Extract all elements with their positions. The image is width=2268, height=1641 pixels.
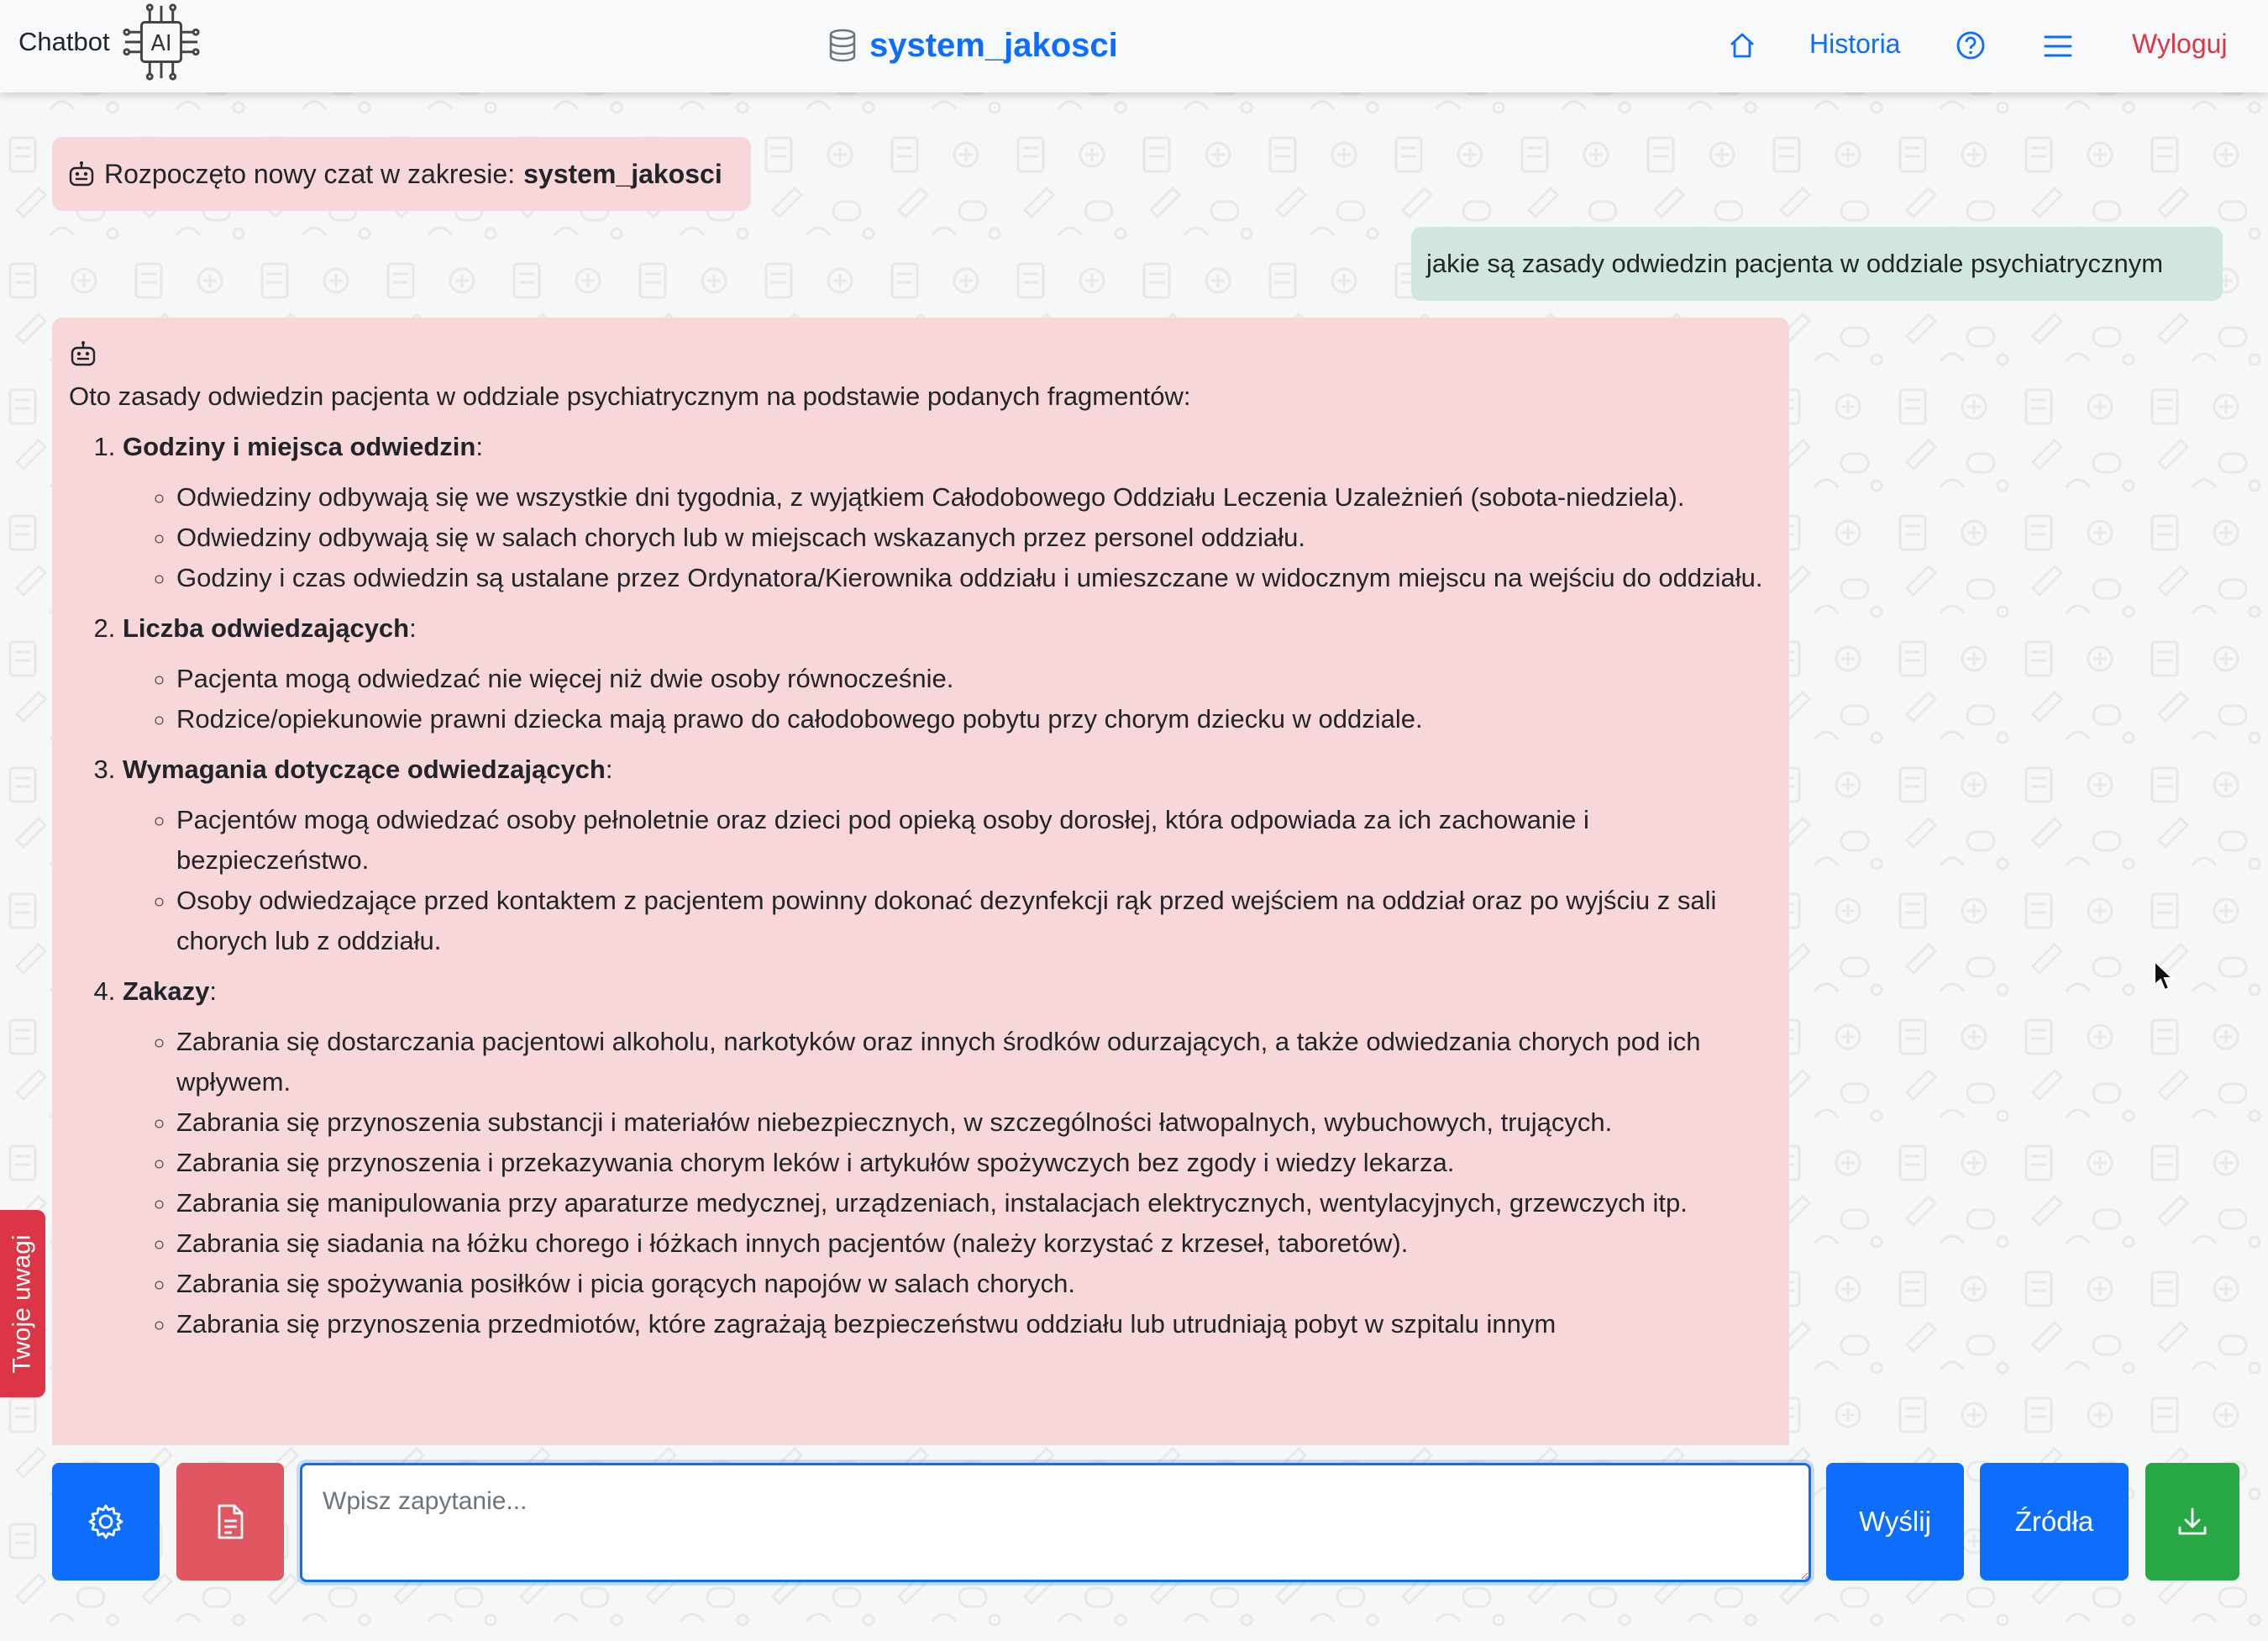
section-points (123, 800, 1772, 961)
brand-logo-text: AI (150, 30, 172, 56)
settings-button[interactable] (52, 1463, 160, 1581)
chat-start-scope: system_jakosci (523, 158, 722, 189)
section-points (123, 1022, 1772, 1344)
robot-icon (67, 160, 96, 188)
list-item: ◦ Odwiedziny odbywają się we wszystkie dni tygodnia, z wyjątkiem Całodobowego Oddziału Leczenia Uzależnień (sobota-niedziela). (176, 477, 1772, 518)
bot-answer-message (52, 318, 1789, 1445)
menu-icon[interactable] (2043, 30, 2073, 60)
section-title: Liczba odwiedzających (123, 613, 410, 643)
list-item: ◦ Zabrania się dostarczania pacjentowi alkoholu, narkotyków oraz innych środków odurzających, a także odwiedzania chorych pod ich wpływem. (176, 1022, 1772, 1102)
ai-chip-logo-icon (120, 1, 202, 83)
list-item: ◦ Zabrania się przynoszenia substancji i materiałów niebezpiecznych, w szczególności łatwopalnych, wybuchowych, trujących. (176, 1102, 1772, 1143)
section-title: Godziny i miejsca odwiedzin (123, 432, 476, 461)
database-icon (827, 29, 858, 62)
chat-start-message (52, 137, 751, 211)
list-item: ◦ Pacjenta mogą odwiedzać nie więcej niż dwie osoby równocześnie. (176, 659, 1772, 699)
history-link[interactable]: Historia (1809, 29, 1901, 59)
mouse-pointer-icon (2153, 960, 2175, 993)
home-icon[interactable] (1727, 30, 1757, 60)
section-points (123, 659, 1772, 739)
list-item: ◦ Zabrania się spożywania posiłków i picia gorących napojów w salach chorych. (176, 1264, 1772, 1304)
robot-icon (69, 339, 97, 368)
help-icon[interactable] (1956, 30, 1986, 60)
answer-intro: Oto zasady odwiedzin pacjenta w oddziale psychiatrycznym na podstawie podanych fragmentów: (69, 381, 1191, 411)
chat-area[interactable] (0, 92, 2268, 1445)
answer-section: 3. Wymagania dotyczące odwiedzających: ◦ Pacjentów mogą odwiedzać osoby pełnoletnie oraz dzieci pod opieką osoby dorosłej, która odpowiada za ich zachowanie i bezpieczeństwo. ◦ Osoby odwiedzające przed kontaktem z pacjentem powinny dokonać dezynfekcji rąk przed wejściem na oddział oraz po wyjściu z sali chorych lub z oddziału. (123, 749, 1772, 961)
navbar (0, 0, 2268, 92)
user-message-text: jakie są zasady odwiedzin pacjenta w oddziale psychiatrycznym (1426, 249, 2164, 278)
list-item: ◦ Odwiedziny odbywają się w salach chorych lub w miejscach wskazanych przez personel oddziału. (176, 518, 1772, 558)
send-button[interactable]: Wyślij (1826, 1463, 1964, 1581)
download-icon (2173, 1502, 2212, 1541)
download-button[interactable] (2145, 1463, 2239, 1581)
input-bar (0, 1445, 2268, 1641)
context-indicator (827, 22, 1118, 69)
list-item: ◦ Osoby odwiedzające przed kontaktem z pacjentem powinny dokonać dezynfekcji rąk przed wejściem na oddział oraz po wyjściu z sali chorych lub z oddziału. (176, 881, 1772, 961)
gear-icon (87, 1502, 125, 1541)
list-item: ◦ Rodzice/opiekunowie prawni dziecka mają prawo do całodobowego pobytu przy chorym dziecku w oddziale. (176, 699, 1772, 739)
list-item: ◦ Godziny i czas odwiedzin są ustalane przez Ordynatora/Kierownika oddziału i umieszczane w widocznym miejscu na wejściu do oddziału. (176, 558, 1772, 598)
feedback-tab[interactable] (0, 1210, 45, 1397)
logout-link[interactable]: Wyloguj (2132, 29, 2228, 59)
section-title: Zakazy (123, 976, 210, 1006)
list-item: ◦ Zabrania się siadania na łóżku chorego i łóżkach innych pacjentów (należy korzystać z krzeseł, taboretów). (176, 1223, 1772, 1264)
answer-section: 4. Zakazy: ◦ Zabrania się dostarczania pacjentowi alkoholu, narkotyków oraz innych środków odurzających, a także odwiedzania chorych pod ich wpływem. ◦ Zabrania się przynoszenia substancji i materiałów niebezpiecznych, w szczególności łatwopalnych, wybuchowych, trujących. ◦ Zabrania się przynoszenia i przekazywania chorym leków i artykułów spożywczych bez zgody i wiedzy lekarza. ◦ Zabrania się manipulowania przy aparaturze medycznej, urządzeniach, instalacjach elektrycznych, wentylacyjnych, grzewczych itp. ◦ Zabrania się siadania na łóżku chorego i łóżkach innych pacjentów (należy korzystać z krzeseł, taboretów). ◦ Zabrania się spożywania posiłków i picia gorących napojów w salach chorych. ◦ Zabrania się przynoszenia przedmiotów, które zagrażają bezpieczeństwu oddziału lub utrudniają pobyt w szpitalu innym (123, 971, 1772, 1344)
answer-section: 1. Godziny i miejsca odwiedzin: ◦ Odwiedziny odbywają się we wszystkie dni tygodnia, z wyjątkiem Całodobowego Oddziału Leczenia Uzależnień (sobota-niedziela). ◦ Odwiedziny odbywają się w salach chorych lub w miejscach wskazanych przez personel oddziału. ◦ Godziny i czas odwiedzin są ustalane przez Ordynatora/Kierownika oddziału i umieszczane w widocznym miejscu na wejściu do oddziału. (123, 427, 1772, 598)
answer-section: 2. Liczba odwiedzających: ◦ Pacjenta mogą odwiedzać nie więcej niż dwie osoby równocześnie. ◦ Rodzice/opiekunowie prawni dziecka mają prawo do całodobowego pobytu przy chorym dziecku w oddziale. (123, 608, 1772, 739)
answer-sections (69, 427, 1772, 1344)
list-item: ◦ Zabrania się przynoszenia i przekazywania chorym leków i artykułów spożywczych bez zgody i wiedzy lekarza. (176, 1143, 1772, 1183)
section-points (123, 477, 1772, 598)
chat-start-prefix: Rozpoczęto nowy czat w zakresie: (104, 158, 516, 189)
sources-button[interactable]: Źródła (1980, 1463, 2129, 1581)
context-name: system_jakosci (869, 26, 1118, 64)
brand-text: Chatbot (18, 27, 110, 56)
section-title: Wymagania dotyczące odwiedzających (123, 755, 606, 784)
list-item: ◦ Zabrania się przynoszenia przedmiotów, które zagrażają bezpieczeństwu oddziału lub utrudniają pobyt w szpitalu innym (176, 1304, 1772, 1344)
document-button[interactable] (176, 1463, 284, 1581)
document-icon (211, 1502, 249, 1541)
list-item: ◦ Pacjentów mogą odwiedzać osoby pełnoletnie oraz dzieci pod opieką osoby dorosłej, która odpowiada za ich zachowanie i bezpieczeństwo. (176, 800, 1772, 881)
brand[interactable] (18, 0, 202, 84)
user-message (1411, 227, 2223, 301)
feedback-tab-label: Twoje uwagi (8, 1233, 36, 1374)
query-input[interactable] (300, 1463, 1811, 1582)
list-item: ◦ Zabrania się manipulowania przy aparaturze medycznej, urządzeniach, instalacjach elektrycznych, wentylacyjnych, grzewczych itp. (176, 1183, 1772, 1223)
